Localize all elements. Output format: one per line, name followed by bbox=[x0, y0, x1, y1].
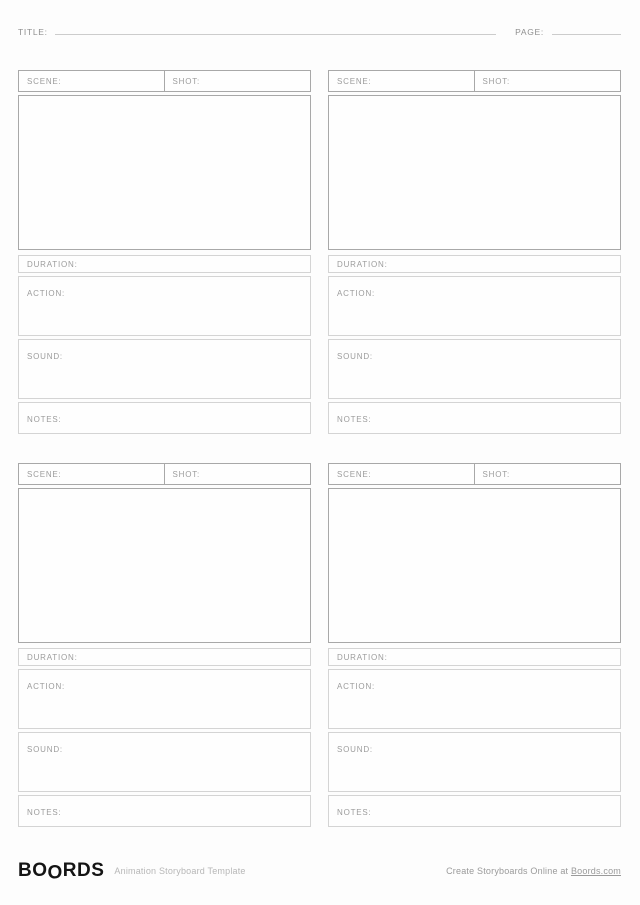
duration-label: DURATION: bbox=[27, 652, 78, 662]
scene-label: SCENE: bbox=[27, 76, 62, 86]
sound-field bbox=[18, 339, 311, 399]
drawing-frame bbox=[18, 488, 311, 643]
boords-link[interactable]: Boords.com bbox=[570, 865, 621, 876]
logo-letters-rds: RDS bbox=[62, 860, 105, 881]
logo-letter-b: B bbox=[18, 860, 33, 881]
template-subtitle: Animation Storyboard Template bbox=[114, 865, 246, 876]
storyboard-panel-2 bbox=[328, 70, 621, 434]
scene-field bbox=[329, 464, 475, 484]
duration-label: DURATION: bbox=[337, 259, 388, 269]
scene-label: SCENE: bbox=[337, 469, 372, 479]
scene-field bbox=[19, 71, 165, 91]
scene-label: SCENE: bbox=[337, 76, 372, 86]
notes-field bbox=[328, 402, 621, 434]
notes-label: NOTES: bbox=[27, 808, 62, 817]
duration-field bbox=[328, 255, 621, 273]
duration-label: DURATION: bbox=[337, 652, 388, 662]
action-label: ACTION: bbox=[337, 289, 376, 298]
notes-label: NOTES: bbox=[337, 415, 372, 424]
action-field bbox=[328, 276, 621, 336]
storyboard-panel-4 bbox=[328, 463, 621, 827]
boords-logo bbox=[18, 860, 105, 884]
footer-brand bbox=[18, 860, 246, 884]
shot-label: SHOT: bbox=[482, 76, 511, 86]
shot-label: SHOT: bbox=[172, 76, 201, 86]
sound-label: SOUND: bbox=[337, 352, 373, 361]
scene-shot-row bbox=[18, 70, 311, 92]
action-field bbox=[18, 669, 311, 729]
sound-field bbox=[328, 732, 621, 792]
scene-shot-row bbox=[328, 463, 621, 485]
action-label: ACTION: bbox=[27, 682, 66, 691]
scene-label: SCENE: bbox=[27, 469, 62, 479]
credit-text: Create Storyboards Online at bbox=[446, 865, 571, 876]
page-label: PAGE: bbox=[515, 27, 544, 37]
sound-label: SOUND: bbox=[27, 352, 63, 361]
page-fill-line bbox=[552, 26, 621, 35]
action-field bbox=[18, 276, 311, 336]
notes-label: NOTES: bbox=[337, 808, 372, 817]
storyboard-panel-1 bbox=[18, 70, 311, 434]
title-bar bbox=[18, 26, 621, 37]
sound-label: SOUND: bbox=[337, 745, 373, 754]
title-fill-line bbox=[55, 26, 496, 35]
title-label: TITLE: bbox=[18, 27, 48, 37]
scene-field bbox=[329, 71, 475, 91]
drawing-frame bbox=[18, 95, 311, 250]
shot-field bbox=[165, 464, 311, 484]
footer-credit bbox=[446, 866, 621, 876]
drawing-frame bbox=[328, 488, 621, 643]
duration-field bbox=[328, 648, 621, 666]
sound-field bbox=[18, 732, 311, 792]
notes-field bbox=[18, 402, 311, 434]
drawing-frame bbox=[328, 95, 621, 250]
shot-label: SHOT: bbox=[482, 469, 511, 479]
logo-letter-o2: O bbox=[47, 862, 63, 884]
scene-shot-row bbox=[328, 70, 621, 92]
panel-grid bbox=[18, 70, 621, 827]
duration-field bbox=[18, 648, 311, 666]
notes-field bbox=[18, 795, 311, 827]
scene-field bbox=[19, 464, 165, 484]
shot-field bbox=[165, 71, 311, 91]
action-field bbox=[328, 669, 621, 729]
notes-field bbox=[328, 795, 621, 827]
duration-label: DURATION: bbox=[27, 259, 78, 269]
sound-field bbox=[328, 339, 621, 399]
scene-shot-row bbox=[18, 463, 311, 485]
duration-field bbox=[18, 255, 311, 273]
shot-field bbox=[475, 464, 621, 484]
logo-letter-o1: O bbox=[32, 860, 48, 881]
sound-label: SOUND: bbox=[27, 745, 63, 754]
shot-field bbox=[475, 71, 621, 91]
action-label: ACTION: bbox=[27, 289, 66, 298]
storyboard-panel-3 bbox=[18, 463, 311, 827]
notes-label: NOTES: bbox=[27, 415, 62, 424]
shot-label: SHOT: bbox=[172, 469, 201, 479]
action-label: ACTION: bbox=[337, 682, 376, 691]
footer bbox=[18, 860, 621, 884]
